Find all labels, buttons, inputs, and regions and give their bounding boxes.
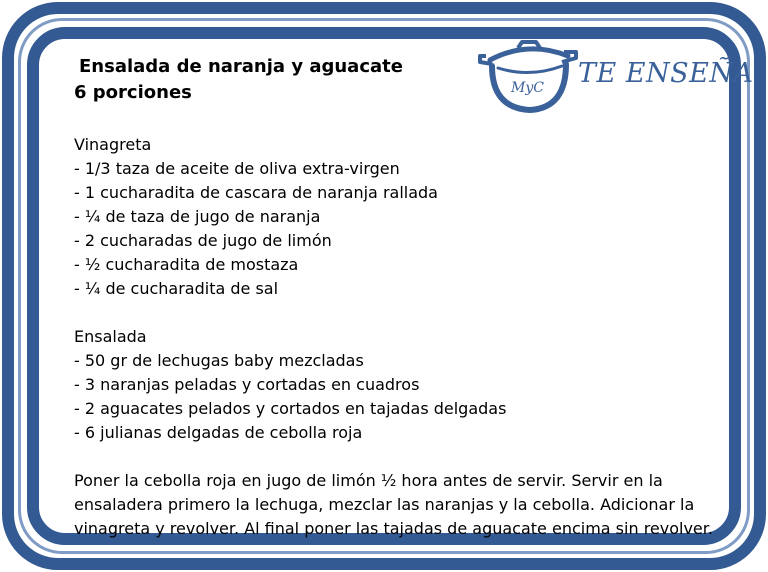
vinagreta-item: - ½ cucharadita de mostaza [74,255,299,274]
vinagreta-heading: Vinagreta [74,135,152,154]
ensalada-item: - 2 aguacates pelados y cortados en tajadas delgadas [74,399,507,418]
brand-logo [478,38,754,118]
recipe-servings: 6 porciones [74,82,192,103]
vinagreta-item: - 2 cucharadas de jugo de limón [74,231,332,250]
ensalada-item: - 6 julianas delgadas de cebolla roja [74,423,363,442]
ensalada-heading: Ensalada [74,327,147,346]
ensalada-item: - 50 gr de lechugas baby mezcladas [74,351,364,370]
logo-monogram: MyC [511,80,544,96]
vinagreta-item: - ¼ de cucharadita de sal [74,279,279,298]
recipe-body [74,133,714,541]
vinagreta-item: - ¼ de taza de jugo de naranja [74,207,321,226]
recipe-title: Ensalada de naranja y aguacate [79,56,403,77]
vinagreta-item: - 1/3 taza de aceite de oliva extra-virgen [74,159,400,178]
ensalada-item: - 3 naranjas peladas y cortadas en cuadros [74,375,420,394]
logo-tagline: TE ENSEÑA [578,58,754,89]
instructions-paragraph: Poner la cebolla roja en jugo de limón ½ hora antes de servir. Servir en la ensaladera primero la lechuga, mezclar las naranjas y la cebolla. Adicionar la vinagreta y revolver. Al final poner las tajadas de aguacate encima sin revolver. [74,471,713,538]
vinagreta-item: - 1 cucharadita de cascara de naranja rallada [74,183,438,202]
cooking-pot-icon [478,38,578,118]
